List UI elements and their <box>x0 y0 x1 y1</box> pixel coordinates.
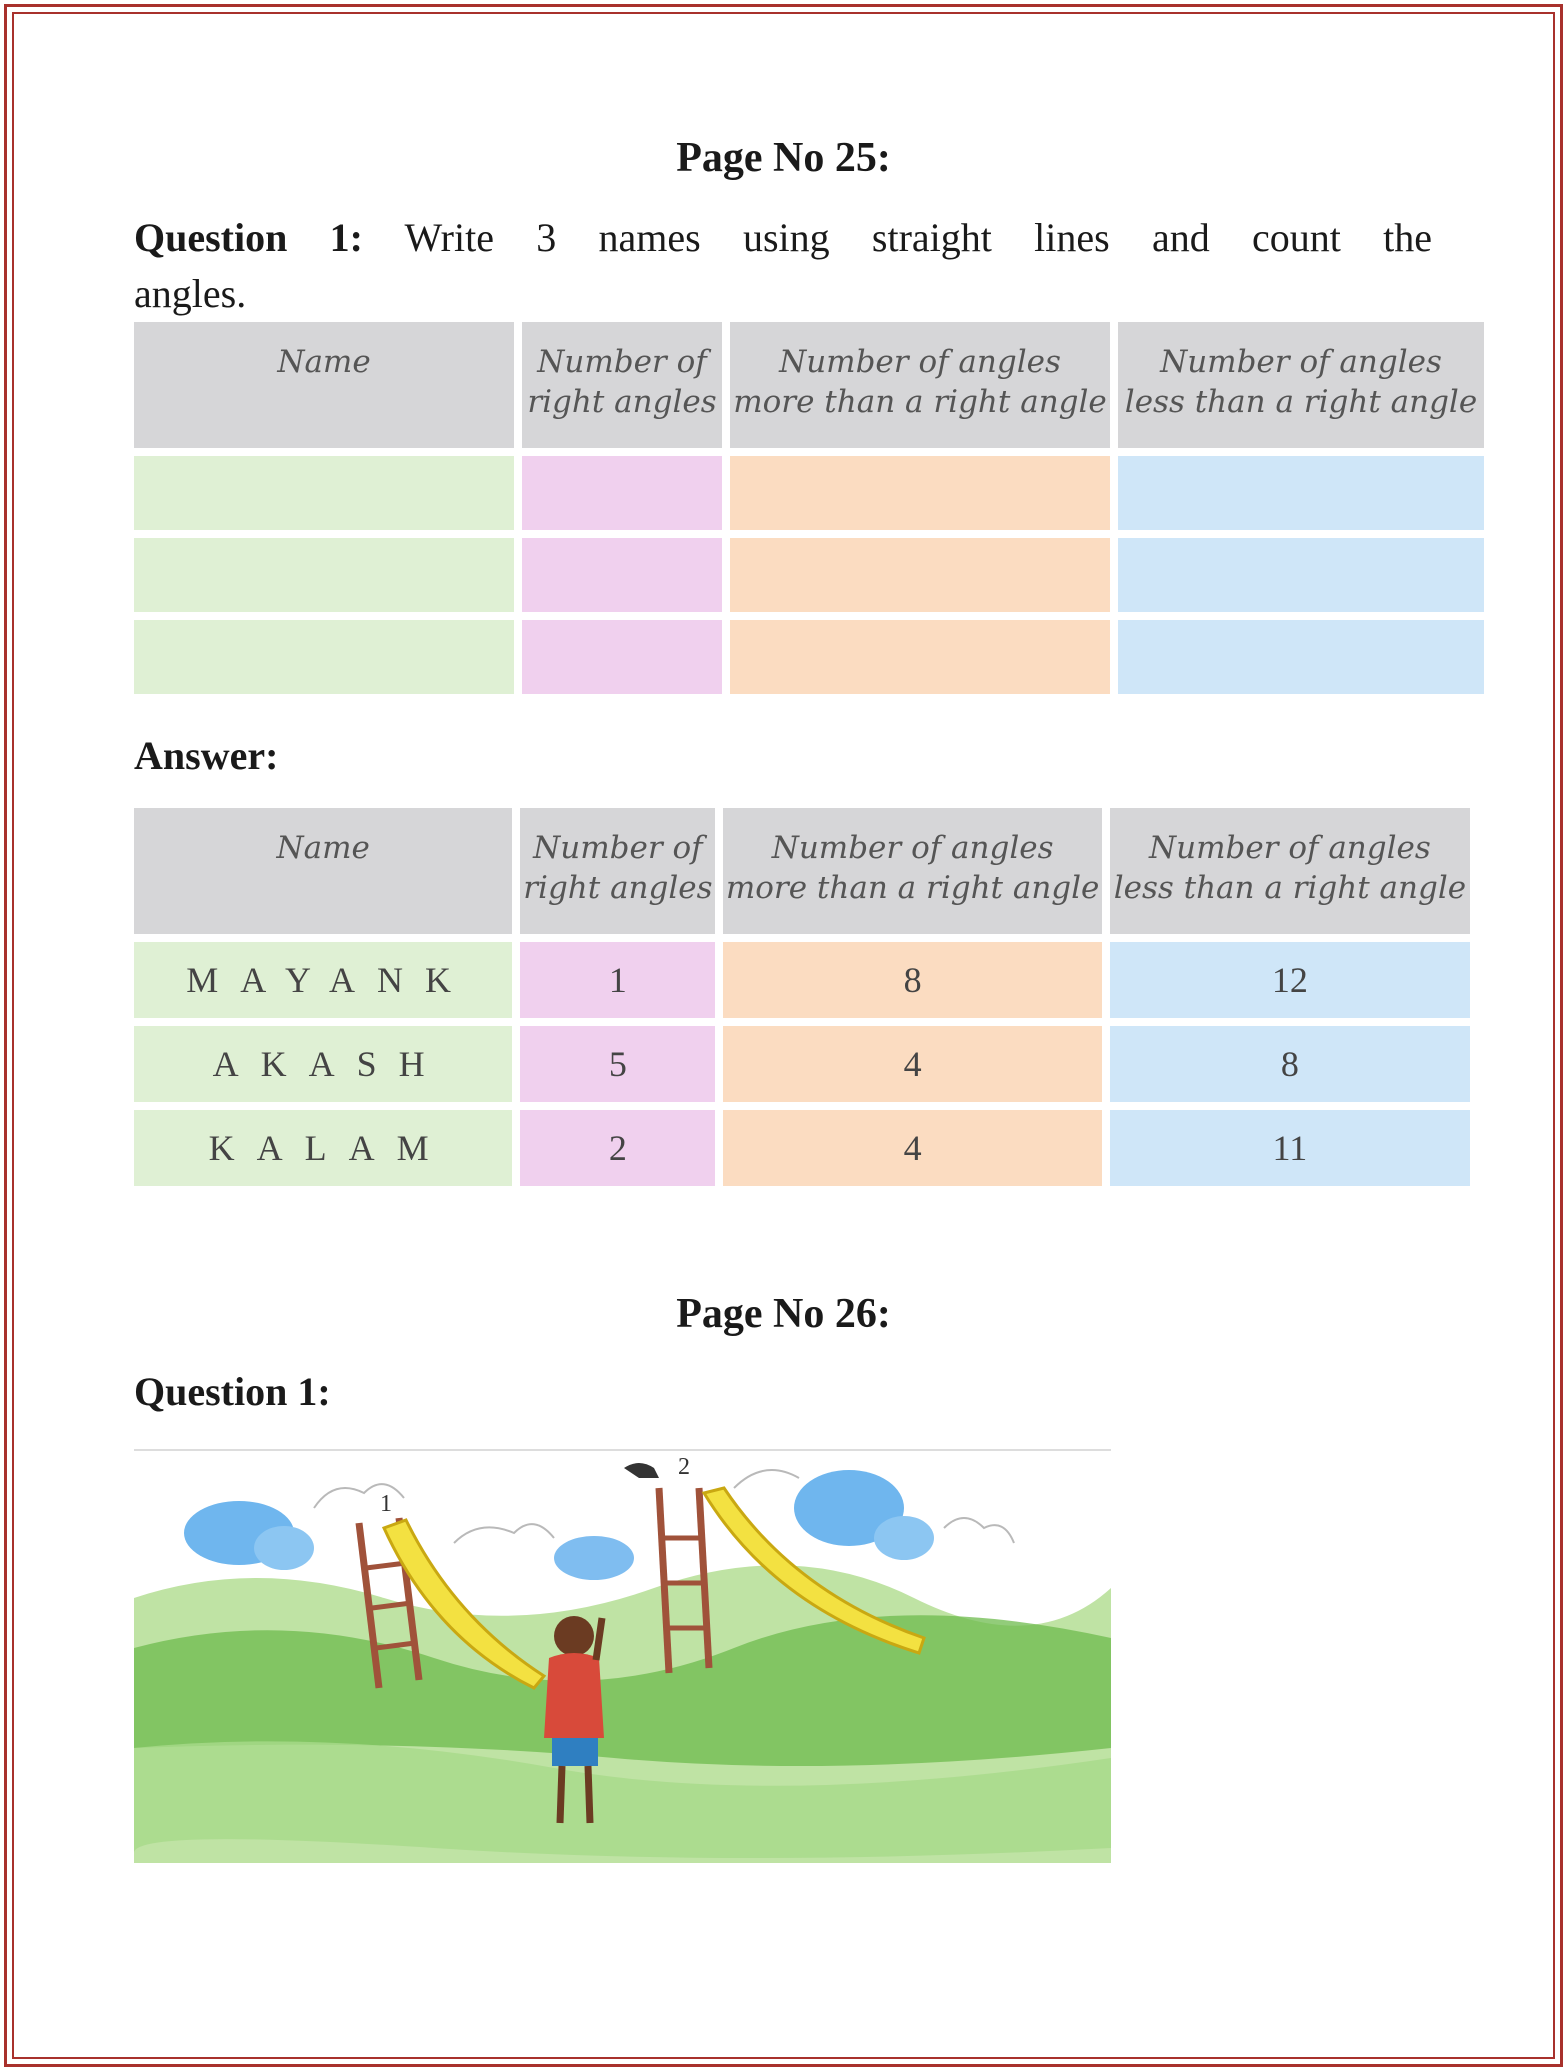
more-angles-cell: 4 <box>723 1026 1101 1102</box>
answer-label: Answer: <box>134 733 279 778</box>
table-row <box>134 456 1484 530</box>
header-right-angles: Number of right angles <box>522 322 722 448</box>
name-cell: MAYANK <box>134 942 512 1018</box>
more-angles-cell: 8 <box>723 942 1101 1018</box>
blank-cell <box>730 620 1110 694</box>
blank-cell <box>522 538 722 612</box>
blank-cell <box>730 456 1110 530</box>
header-more-angles: Number of angles more than a right angle <box>723 808 1101 934</box>
less-angles-cell: 11 <box>1110 1110 1470 1186</box>
cloud-icon <box>184 1501 314 1570</box>
header-name: Name <box>134 322 514 448</box>
header-less-angles: Number of angles less than a right angle <box>1118 322 1484 448</box>
header-less-angles: Number of angles less than a right angle <box>1110 808 1470 934</box>
slide-2-label: 2 <box>678 1454 690 1480</box>
right-angles-cell: 5 <box>520 1026 715 1102</box>
question-text: Write 3 names using straight lines and count the <box>404 215 1432 260</box>
table-row <box>134 620 1484 694</box>
name-cell: KALAM <box>134 1110 512 1186</box>
blank-cell <box>134 620 514 694</box>
right-angles-cell: 1 <box>520 942 715 1018</box>
name-cell: AKASH <box>134 1026 512 1102</box>
blank-cell <box>730 538 1110 612</box>
blank-cell <box>1118 456 1484 530</box>
question-label: Question 1: <box>134 215 363 260</box>
blank-angles-table <box>126 314 1492 702</box>
blank-cell <box>1118 620 1484 694</box>
table-row <box>134 538 1484 612</box>
table-row <box>134 942 1470 1018</box>
cloud-icon <box>554 1536 634 1580</box>
less-angles-cell: 12 <box>1110 942 1470 1018</box>
blank-cell <box>522 620 722 694</box>
page-26-heading: Page No 26: <box>676 1291 891 1337</box>
more-angles-cell: 4 <box>723 1110 1101 1186</box>
page-26-question-label: Question 1: <box>134 1369 331 1414</box>
blank-cell <box>134 538 514 612</box>
header-name: Name <box>134 808 512 934</box>
table-row <box>134 1026 1470 1102</box>
question-line-2: angles. <box>134 271 247 316</box>
blank-cell <box>522 456 722 530</box>
less-angles-cell: 8 <box>1110 1026 1470 1102</box>
slide-1-label: 1 <box>380 1491 392 1517</box>
answer-angles-table <box>126 800 1478 1194</box>
cloud-icon <box>794 1470 934 1560</box>
question-line-1 <box>134 210 1432 266</box>
bird-icon <box>624 1463 659 1478</box>
right-angles-cell: 2 <box>520 1110 715 1186</box>
page-25-heading: Page No 25: <box>676 135 891 181</box>
blank-cell <box>134 456 514 530</box>
blank-cell <box>1118 538 1484 612</box>
table-row <box>134 1110 1470 1186</box>
page-25-question <box>134 210 1432 322</box>
header-right-angles: Number of right angles <box>520 808 715 934</box>
header-more-angles: Number of angles more than a right angle <box>730 322 1110 448</box>
playground-slides-illustration <box>134 1448 1111 1863</box>
